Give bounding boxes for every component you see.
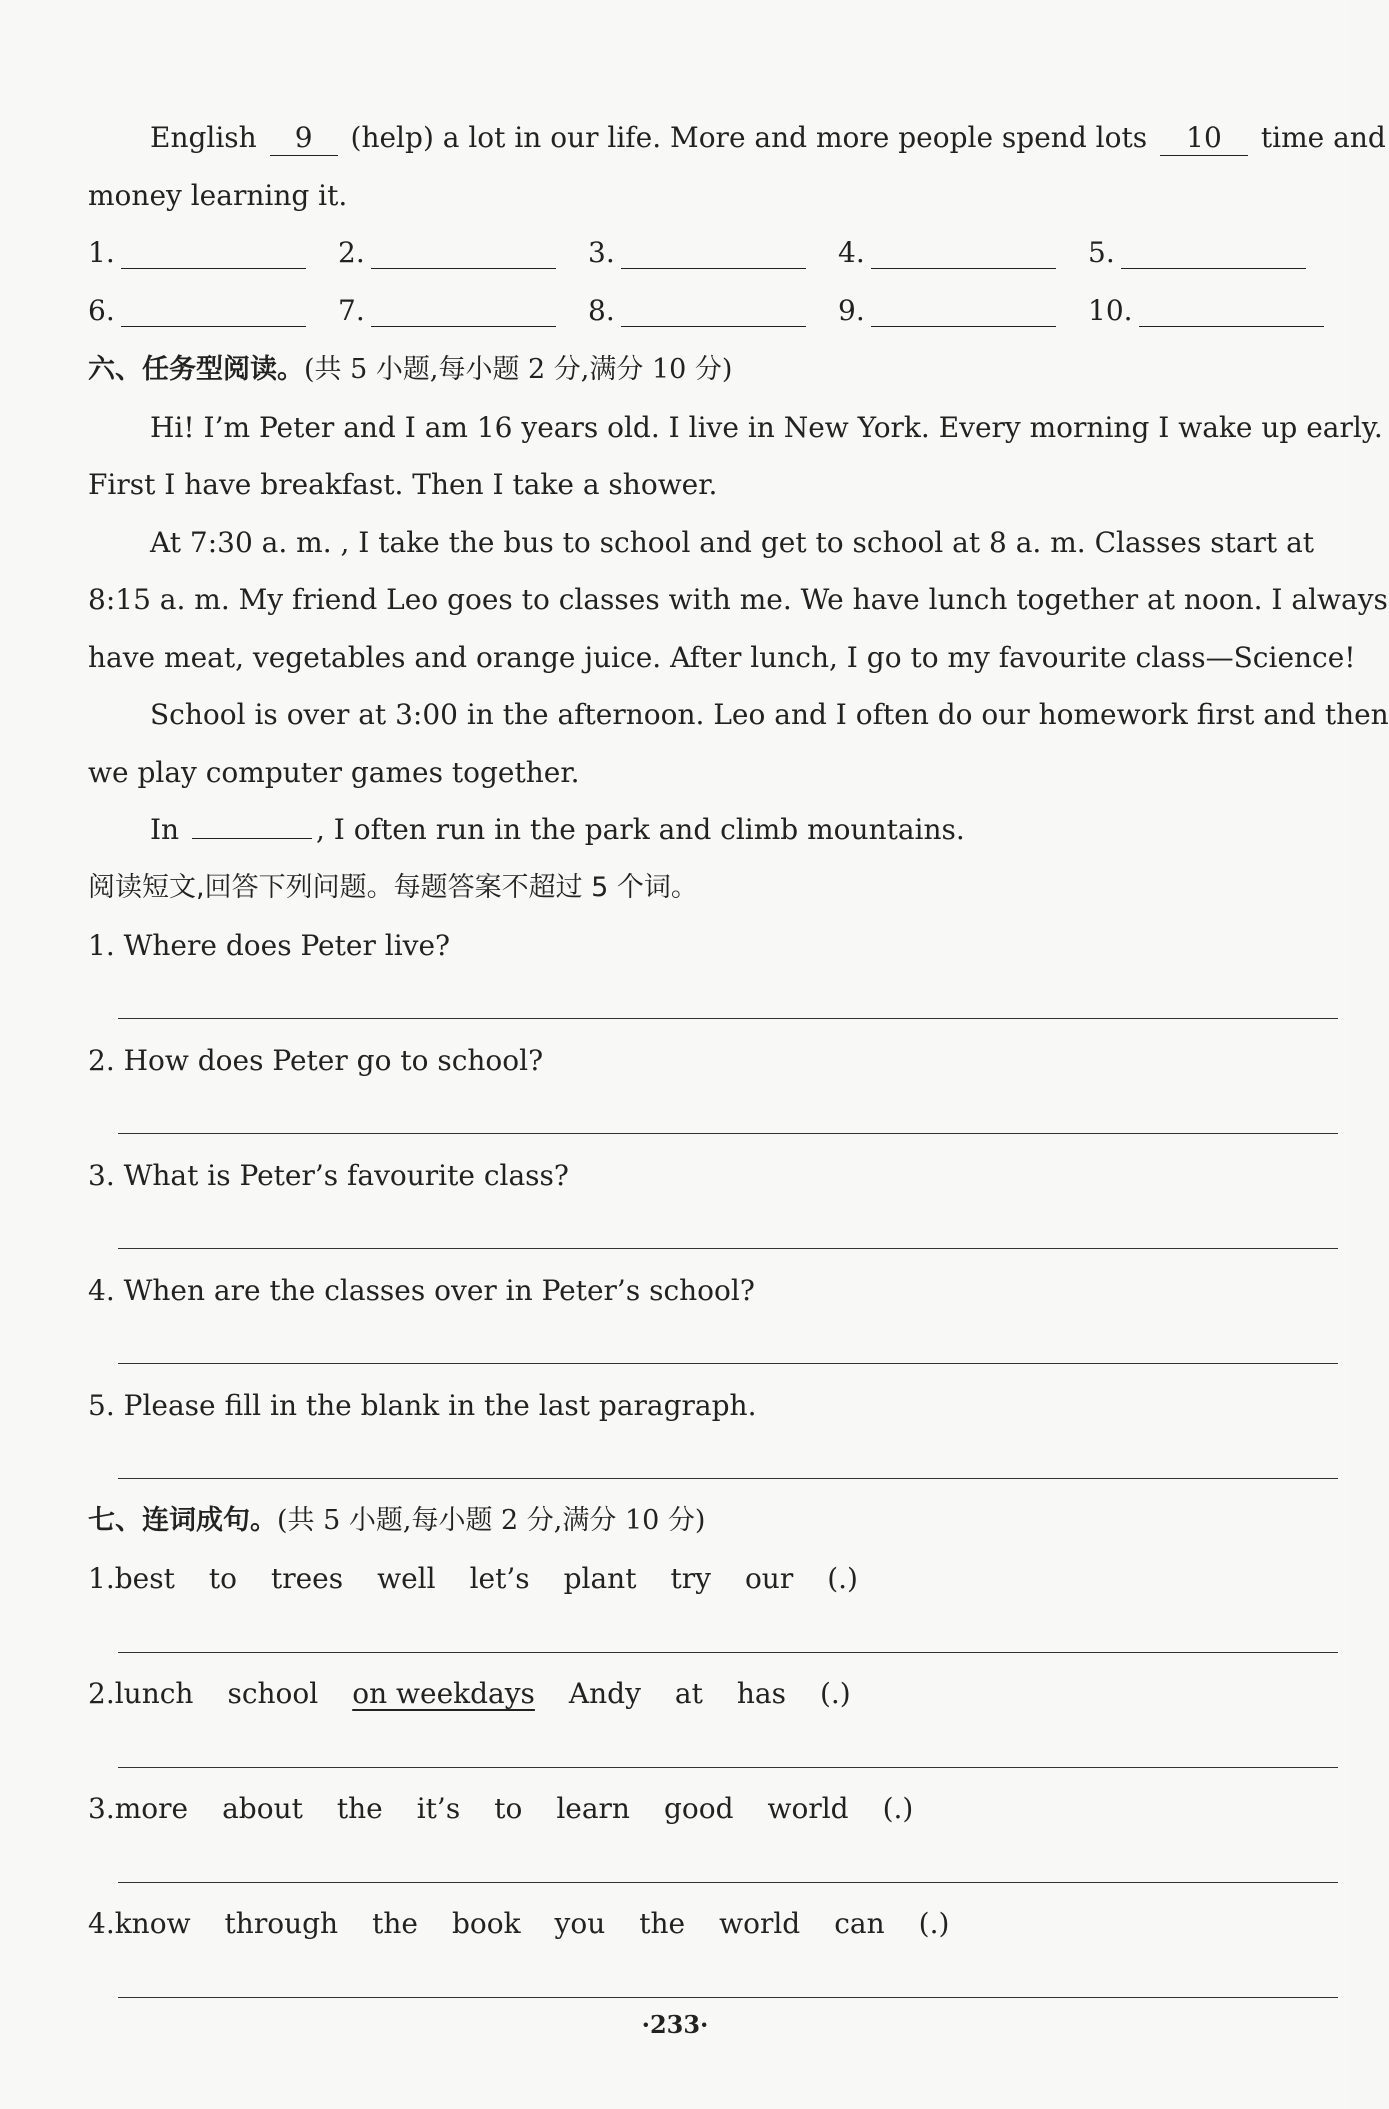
answer-blank[interactable] — [121, 238, 306, 269]
word: through — [224, 1907, 339, 1940]
answer-slot: 1. — [88, 236, 338, 269]
passage-line: 8:15 a. m. My friend Leo goes to classes with me. We have lunch together at noon. I always — [88, 583, 1388, 616]
word: the — [639, 1907, 686, 1940]
section-6-heading: 六、任务型阅读。(共 5 小题,每小题 2 分,满分 10 分) — [88, 354, 733, 385]
answer-slot: 7. — [338, 294, 588, 327]
answer-slot: 8. — [588, 294, 838, 327]
jumble-item-1: 1.best to trees well let’s plant try our (.) — [88, 1562, 858, 1595]
section-7-heading: 七、连词成句。(共 5 小题,每小题 2 分,满分 10 分) — [88, 1505, 706, 1536]
question-4: 4. When are the classes over in Peter’s school? — [88, 1274, 755, 1307]
jumble-item-2: 2.lunch school on weekdays Andy at has (.) — [88, 1677, 851, 1710]
word: plant — [563, 1562, 637, 1595]
passage-line: Hi! I’m Peter and I am 16 years old. I live in New York. Every morning I wake up early. — [150, 411, 1383, 444]
word: to — [208, 1562, 237, 1595]
word: to — [494, 1792, 523, 1825]
answer-blank[interactable] — [871, 238, 1056, 269]
answer-line[interactable] — [118, 1248, 1338, 1249]
answer-blank[interactable] — [371, 238, 556, 269]
passage-line: School is over at 3:00 in the afternoon. Leo and I often do our homework first and then — [150, 698, 1389, 731]
word: it’s — [416, 1792, 461, 1825]
answer-line[interactable] — [118, 1018, 1338, 1019]
answer-blank[interactable] — [1121, 238, 1306, 269]
answer-blank[interactable] — [621, 238, 806, 269]
word: the — [336, 1792, 383, 1825]
word: learn — [556, 1792, 630, 1825]
answer-slot: 9. — [838, 294, 1088, 327]
word: more — [114, 1792, 189, 1825]
passage-line-blank: In , I often run in the park and climb mountains. — [150, 813, 965, 846]
word: you — [554, 1907, 606, 1940]
word: (.) — [882, 1792, 914, 1825]
answer-blank[interactable] — [871, 296, 1056, 327]
answer-slot: 6. — [88, 294, 338, 327]
word: good — [663, 1792, 734, 1825]
answer-line[interactable] — [118, 1133, 1338, 1134]
answer-row-1 — [88, 236, 1338, 269]
answer-blank[interactable] — [121, 296, 306, 327]
blank-9: 9 — [270, 121, 338, 156]
jumble-item-4: 4.know through the book you the world can (.) — [88, 1907, 950, 1940]
word: lunch — [114, 1677, 194, 1710]
word: about — [222, 1792, 303, 1825]
question-1: 1. Where does Peter live? — [88, 929, 451, 962]
passage-blank[interactable] — [192, 838, 312, 839]
word: well — [377, 1562, 436, 1595]
word: world — [767, 1792, 849, 1825]
cloze-line-2: money learning it. — [88, 179, 348, 212]
word: (.) — [819, 1677, 851, 1710]
answer-blank[interactable] — [1139, 296, 1324, 327]
answer-slot: 10. — [1088, 294, 1338, 327]
cloze-line-1: English 9 (help) a lot in our life. More and more people spend lots 10 time and — [150, 121, 1386, 154]
word: school — [227, 1677, 319, 1710]
word-underlined: on weekdays — [352, 1677, 535, 1710]
word: try — [670, 1562, 711, 1595]
answer-line[interactable] — [118, 1363, 1338, 1364]
answer-slot: 5. — [1088, 236, 1338, 269]
passage-line: we play computer games together. — [88, 756, 580, 789]
word: (.) — [918, 1907, 950, 1940]
word: can — [834, 1907, 885, 1940]
answer-line[interactable] — [118, 1997, 1338, 1998]
answer-line[interactable] — [118, 1652, 1338, 1653]
word: the — [372, 1907, 418, 1940]
page-number: ·233· — [641, 2010, 709, 2039]
answer-slot: 4. — [838, 236, 1088, 269]
question-5: 5. Please fill in the blank in the last paragraph. — [88, 1389, 757, 1422]
answer-row-2 — [88, 294, 1338, 327]
section-6-instruction: 阅读短文,回答下列问题。每题答案不超过 5 个词。 — [88, 872, 698, 903]
word: trees — [270, 1562, 344, 1595]
word: Andy — [568, 1677, 641, 1710]
jumble-item-3: 3.more about the it’s to learn good world (.) — [88, 1792, 914, 1825]
blank-10: 10 — [1160, 121, 1248, 156]
question-3: 3. What is Peter’s favourite class? — [88, 1159, 569, 1192]
word: has — [736, 1677, 786, 1710]
word: let’s — [469, 1562, 530, 1595]
answer-line[interactable] — [118, 1478, 1338, 1479]
passage-line: First I have breakfast. Then I take a shower. — [88, 468, 718, 501]
word: know — [114, 1907, 191, 1940]
word: book — [451, 1907, 521, 1940]
word: world — [719, 1907, 801, 1940]
passage-line: At 7:30 a. m. , I take the bus to school and get to school at 8 a. m. Classes start at — [150, 526, 1315, 559]
passage-line: have meat, vegetables and orange juice. After lunch, I go to my favourite class—Science! — [88, 641, 1356, 674]
answer-blank[interactable] — [371, 296, 556, 327]
answer-slot: 3. — [588, 236, 838, 269]
answer-line[interactable] — [118, 1882, 1338, 1883]
question-2: 2. How does Peter go to school? — [88, 1044, 544, 1077]
word: at — [674, 1677, 703, 1710]
word: (.) — [827, 1562, 858, 1595]
word: our — [744, 1562, 794, 1595]
answer-blank[interactable] — [621, 296, 806, 327]
answer-slot: 2. — [338, 236, 588, 269]
word: best — [114, 1562, 175, 1595]
answer-line[interactable] — [118, 1767, 1338, 1768]
